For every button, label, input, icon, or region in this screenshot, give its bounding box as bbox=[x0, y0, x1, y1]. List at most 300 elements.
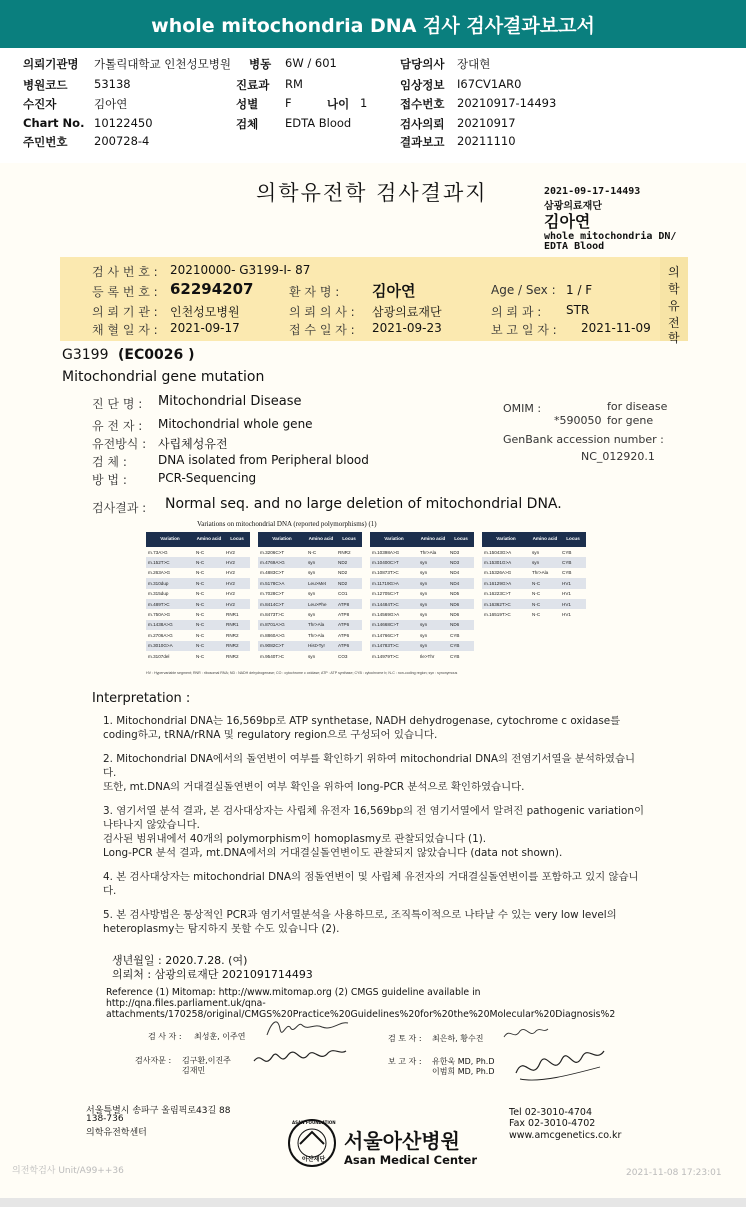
variant-spacer-cell bbox=[250, 578, 258, 588]
scanned-report bbox=[0, 163, 746, 1200]
variant-cell: m.263A>G bbox=[148, 570, 171, 576]
variant-cell: HV1 bbox=[560, 578, 586, 588]
doctor-label: 담당의사 bbox=[400, 57, 445, 71]
variant-cell: m.152T>C bbox=[146, 557, 194, 567]
table-row bbox=[146, 599, 586, 609]
chart-no-label: Chart No. bbox=[23, 116, 85, 130]
variant-table-title: Variations on mitochondrial DNA (reported polymorphisms) (1) bbox=[197, 520, 377, 528]
variant-cell: RNR1 bbox=[226, 612, 239, 618]
variant-cell: syn bbox=[530, 557, 560, 567]
variant-cell bbox=[482, 651, 530, 661]
variant-spacer-cell bbox=[250, 589, 258, 599]
genbank-label: GenBank accession number : bbox=[503, 433, 664, 446]
method-label: 방 법 : bbox=[92, 473, 127, 487]
req-dept-label: 의 뢰 과 : bbox=[491, 305, 542, 319]
reporter-label: 보 고 자 : bbox=[388, 1057, 422, 1066]
variant-cell: N-C bbox=[194, 578, 224, 588]
seal-text: ASAN FOUNDATION bbox=[292, 1120, 336, 1125]
variant-cell: RNR2 bbox=[226, 632, 239, 638]
interp-p4: 4. 본 검사대상자는 mitochondrial DNA의 점돌연변이 및 사립체 유전자의 거대결실돌연변이를 포함하고 있지 않습니다. bbox=[103, 871, 639, 897]
supervisor-signature bbox=[250, 1041, 350, 1073]
reporter-value-2: 이범희 MD, Ph.D bbox=[432, 1067, 495, 1076]
variant-cell bbox=[560, 651, 586, 661]
omim-disease: for disease bbox=[607, 400, 668, 413]
table-row bbox=[146, 651, 586, 661]
variant-cell: m.3206C>T bbox=[260, 549, 285, 555]
variant-cell: m.10400C>T bbox=[370, 557, 418, 567]
variant-cell: ND6 bbox=[448, 620, 474, 630]
ward-label: 병동 bbox=[249, 57, 272, 71]
test-no-label: 검 사 번 호 : bbox=[92, 265, 158, 279]
clinical-info-value: I67CV1AR0 bbox=[457, 77, 522, 91]
variant-cell: HV2 bbox=[226, 570, 235, 576]
interp-p2b: 또한, mt.DNA의 거대결실돌연변이 여부 확인을 위하여 long-PCR 분석으로 확인하였습니다. bbox=[103, 781, 525, 793]
omim-gene-no: *590050 bbox=[554, 414, 602, 427]
variant-cell: RNR2 bbox=[224, 641, 250, 651]
variant-spacer-cell bbox=[362, 641, 370, 651]
variant-cell: ND2 bbox=[338, 570, 348, 576]
interp-p3: 3. 염기서열 분석 결과, 본 검사대상자는 사립체 유전자 16,569bp의 전 염기서열에서 알려진 pathogenic variation이 나타나지 않았습니다. bbox=[103, 805, 645, 831]
omim-gene: for gene bbox=[607, 414, 654, 427]
variant-cell bbox=[482, 630, 530, 640]
request-date-value: 20210917 bbox=[457, 116, 516, 130]
variant-cell: N-C bbox=[194, 620, 224, 630]
variant-spacer-cell bbox=[362, 609, 370, 619]
interpretation-body bbox=[103, 714, 648, 936]
variant-cell: m.5178C>A bbox=[258, 578, 306, 588]
variant-cell: RNR1 bbox=[224, 620, 250, 630]
variant-cell: syn bbox=[420, 591, 428, 597]
requester: 의뢰처 : 삼광의료재단 2021091714493 bbox=[112, 968, 313, 981]
variant-cell: ND4 bbox=[450, 570, 460, 576]
variant-cell: syn bbox=[418, 599, 448, 609]
variant-cell: m.310dup bbox=[146, 578, 194, 588]
variant-cell: ND5 bbox=[450, 591, 460, 597]
variant-cell bbox=[530, 651, 560, 661]
variant-spacer-cell bbox=[474, 568, 482, 578]
variant-cell: CYB bbox=[560, 557, 586, 567]
variant-cell: syn bbox=[308, 612, 316, 618]
variant-cell: m.10398A>G bbox=[372, 549, 400, 555]
variant-col-header: Variation bbox=[258, 532, 306, 547]
variant-spacer-cell bbox=[250, 651, 258, 661]
variant-col-header: Amino acid bbox=[418, 532, 448, 547]
method-value: PCR-Sequencing bbox=[158, 471, 257, 485]
variant-cell: N-C bbox=[194, 641, 224, 651]
reporter-value: 유한욱 MD, Ph.D bbox=[432, 1057, 495, 1066]
variant-cell: Leu>Phe bbox=[306, 599, 336, 609]
tester-signature bbox=[262, 1013, 352, 1043]
variant-cell: ATP6 bbox=[338, 632, 350, 638]
hospital-name-kr: 서울아산병원 bbox=[344, 1129, 460, 1153]
variant-cell: m.15326A>G bbox=[484, 570, 512, 576]
age-sex-label: Age / Sex : bbox=[491, 283, 556, 297]
variant-spacer-cell bbox=[362, 547, 370, 557]
variant-col-header: Locus bbox=[224, 532, 250, 547]
variant-cell: CYB bbox=[450, 632, 460, 638]
hospital-code-value: 53138 bbox=[94, 77, 131, 91]
receive-date-label: 접 수 일 자 : bbox=[289, 323, 355, 337]
age-value: 1 bbox=[360, 96, 368, 110]
variant-cell: ATP8 bbox=[338, 612, 350, 618]
result-value: Normal seq. and no large deletion of mitochondrial DNA. bbox=[165, 496, 562, 512]
reg-no-value: 62294207 bbox=[170, 280, 254, 298]
variant-cell: syn bbox=[418, 578, 448, 588]
variant-cell: CYB bbox=[562, 549, 572, 555]
variant-cell: syn bbox=[418, 641, 448, 651]
variant-cell: N-C bbox=[532, 612, 541, 618]
variant-cell: ND6 bbox=[450, 612, 460, 618]
variant-cell: N-C bbox=[196, 653, 205, 659]
report-date-label: 결과보고 bbox=[400, 135, 445, 149]
interpretation-heading: Interpretation : bbox=[92, 691, 191, 706]
recipient-label: 수진자 bbox=[23, 97, 57, 111]
footer-fax: Fax 02-3010-4702 bbox=[509, 1118, 596, 1129]
department-label: 진료과 bbox=[236, 78, 270, 92]
corner-org: 삼광의료재단 bbox=[544, 201, 602, 212]
variant-cell: RNR2 bbox=[226, 653, 239, 659]
corner-specimen: EDTA Blood bbox=[544, 241, 605, 252]
reporter-signature bbox=[510, 1033, 610, 1089]
variant-cell: N-C bbox=[308, 549, 317, 555]
side-label-3: 유 bbox=[668, 299, 680, 313]
side-label-4: 전 bbox=[668, 316, 680, 330]
tester-label: 검 사 자 : bbox=[148, 1032, 182, 1041]
variant-cell: m.16519T>C bbox=[484, 612, 511, 618]
side-label-1: 의 bbox=[668, 265, 680, 279]
receipt-no-value: 20210917-14493 bbox=[457, 96, 557, 110]
variant-cell: ATP6 bbox=[336, 620, 362, 630]
variant-cell: N-C bbox=[196, 632, 205, 638]
variant-cell: m.489T>C bbox=[146, 599, 194, 609]
corner-test: whole mitochondria DN/ bbox=[544, 231, 677, 242]
variant-spacer-cell bbox=[474, 557, 482, 567]
variant-cell: Thr>Ala bbox=[532, 570, 549, 576]
variant-cell: ND2 bbox=[336, 557, 362, 567]
variant-cell: m.750A>G bbox=[148, 612, 171, 618]
side-label-5: 학 bbox=[668, 331, 680, 345]
variant-cell: m.2706A>G bbox=[148, 632, 173, 638]
diagnosis-value: Mitochondrial Disease bbox=[158, 394, 302, 409]
variant-cell: m.14569G>A bbox=[372, 612, 400, 618]
report-date-value: 20211110 bbox=[457, 134, 516, 148]
variant-cell: m.16223C>T bbox=[484, 591, 511, 597]
age-label: 나이 bbox=[327, 97, 350, 111]
specimen-label-2: 검 체 : bbox=[92, 455, 127, 469]
table-row bbox=[146, 589, 586, 599]
variant-cell: HV2 bbox=[226, 591, 235, 597]
reviewer-label: 검 토 자 : bbox=[388, 1034, 422, 1043]
genbank-value: NC_012920.1 bbox=[581, 450, 655, 463]
variant-cell: m.8701A>G bbox=[258, 620, 306, 630]
variant-cell: m.16362T>C bbox=[482, 599, 530, 609]
variant-spacer-cell bbox=[250, 557, 258, 567]
variant-spacer-cell bbox=[474, 641, 482, 651]
variant-cell: syn bbox=[420, 570, 428, 576]
resident-no-label: 주민번호 bbox=[23, 135, 68, 149]
report-title: whole mitochondria DNA 검사 검사결과보고서 bbox=[151, 14, 595, 37]
variant-cell: HV1 bbox=[562, 591, 571, 597]
variant-spacer-cell bbox=[474, 599, 482, 609]
footer-tel: Tel 02-3010-4704 bbox=[509, 1107, 592, 1118]
variant-spacer-cell bbox=[362, 578, 370, 588]
inheritance-label: 유전방식 : bbox=[92, 437, 147, 451]
variant-cell: m.14484T>C bbox=[370, 599, 418, 609]
variant-table bbox=[146, 532, 586, 661]
variant-cell: N-C bbox=[196, 570, 205, 576]
variant-cell bbox=[530, 641, 560, 651]
variant-cell bbox=[560, 641, 586, 651]
variant-cell: m.15301G>A bbox=[482, 557, 530, 567]
variant-cell bbox=[530, 630, 560, 640]
variant-col-header: Locus bbox=[448, 532, 474, 547]
req-doctor-value: 삼광의료재단 bbox=[372, 305, 442, 319]
variant-cell: ND2 bbox=[336, 578, 362, 588]
inheritance-value: 사립체성유전 bbox=[158, 437, 228, 451]
variant-cell: m.9540T>C bbox=[260, 653, 285, 659]
variant-spacer-cell bbox=[250, 641, 258, 651]
tester-value: 최성훈, 이주연 bbox=[194, 1032, 246, 1041]
variant-col-header: Locus bbox=[336, 532, 362, 547]
variant-cell: HV1 bbox=[560, 599, 586, 609]
variant-spacer-cell bbox=[474, 651, 482, 661]
variant-cell: N-C bbox=[530, 578, 560, 588]
variant-cell: CO1 bbox=[338, 591, 348, 597]
variant-col-spacer bbox=[362, 532, 370, 547]
variant-col-header: Locus bbox=[560, 532, 586, 547]
req-org-label: 의 뢰 기 관 : bbox=[92, 305, 158, 319]
ward-value: 6W / 601 bbox=[285, 56, 337, 70]
variant-spacer-cell bbox=[362, 620, 370, 630]
variant-cell: syn bbox=[308, 591, 316, 597]
scan-bottom-edge bbox=[0, 1198, 746, 1207]
supervisor-value-2: 김재민 bbox=[182, 1066, 206, 1075]
test-code: G3199 bbox=[62, 347, 109, 363]
variant-cell bbox=[482, 641, 530, 651]
variant-cell: m.3010G>A bbox=[146, 641, 194, 651]
variant-cell: ND4 bbox=[448, 578, 474, 588]
test-no-value: 20210000- G3199-I- 87 bbox=[170, 263, 311, 277]
variant-table-grid bbox=[146, 532, 586, 661]
sex-value: F bbox=[285, 96, 292, 110]
variant-col-header: Amino acid bbox=[194, 532, 224, 547]
variant-col-spacer bbox=[250, 532, 258, 547]
variant-cell: HV2 bbox=[224, 557, 250, 567]
gene-value: Mitochondrial whole gene bbox=[158, 417, 313, 431]
variant-cell: m.14979T>C bbox=[372, 653, 399, 659]
reference-line-1: Reference (1) Mitomap: http://www.mitomap.org (2) CMGS guideline available in bbox=[106, 987, 481, 998]
interp-p3b: 검사된 범위내에서 40개의 polymorphism이 homoplasmy로 관찰되었습니다 (1). bbox=[103, 833, 487, 845]
request-date-label: 검사의뢰 bbox=[400, 117, 445, 131]
report-header-bar bbox=[0, 0, 746, 48]
chart-no-value: 10122450 bbox=[94, 116, 153, 130]
variant-cell: Leu>Met bbox=[306, 578, 336, 588]
report-date-label-2: 보 고 일 자 : bbox=[491, 323, 557, 337]
omim-label: OMIM : bbox=[503, 402, 542, 415]
reviewer-value: 최은하, 황수진 bbox=[432, 1034, 484, 1043]
table-row bbox=[146, 620, 586, 630]
variant-cell: ATP6 bbox=[336, 641, 362, 651]
variant-cell: syn bbox=[308, 653, 316, 659]
req-doctor-label: 의 뢰 의 사 : bbox=[289, 305, 355, 319]
variant-cell: Thr>Ala bbox=[420, 549, 437, 555]
variant-spacer-cell bbox=[250, 599, 258, 609]
variant-cell: syn bbox=[418, 620, 448, 630]
variant-spacer-cell bbox=[250, 609, 258, 619]
variant-cell bbox=[560, 620, 586, 630]
variant-cell: ATP8 bbox=[336, 599, 362, 609]
specimen-value-2: DNA isolated from Peripheral blood bbox=[158, 453, 369, 467]
variant-cell: m.4769A>G bbox=[258, 557, 306, 567]
reference-line-3: attachments/170258/original/CMGS%20Practice%20Guidelines%20for%20the%20Molecular%20Diagnosis%2 bbox=[106, 1009, 616, 1020]
variant-spacer-cell bbox=[362, 589, 370, 599]
receive-date-value: 2021-09-23 bbox=[372, 321, 442, 335]
variant-cell: CYB bbox=[450, 653, 460, 659]
variant-spacer-cell bbox=[474, 630, 482, 640]
table-row bbox=[146, 641, 586, 651]
variant-cell: syn bbox=[308, 570, 316, 576]
address-line-2: 138-736 bbox=[86, 1114, 124, 1124]
variant-col-header: Amino acid bbox=[530, 532, 560, 547]
supervisor-value: 김구환,이진주 bbox=[182, 1056, 231, 1065]
variant-cell: m.8473T>C bbox=[260, 612, 285, 618]
specimen-label: 검체 bbox=[236, 117, 259, 131]
variant-spacer-cell bbox=[250, 630, 258, 640]
seal-center: 아산재단 bbox=[302, 1156, 326, 1163]
variant-cell: m.9082C>T bbox=[258, 641, 306, 651]
variant-cell: m.7028C>T bbox=[260, 591, 285, 597]
variant-cell: HV2 bbox=[224, 599, 250, 609]
variant-cell: N-C bbox=[530, 599, 560, 609]
variant-cell: m.73A>G bbox=[148, 549, 168, 555]
hospital-code-label: 병원코드 bbox=[23, 78, 68, 92]
variant-col-header: Variation bbox=[370, 532, 418, 547]
variant-cell: Thr>Ala bbox=[308, 632, 325, 638]
variant-spacer-cell bbox=[474, 620, 482, 630]
requesting-org-label: 의뢰기관명 bbox=[23, 57, 79, 71]
variant-spacer-cell bbox=[250, 547, 258, 557]
collect-date-label: 채 혈 일 자 : bbox=[92, 323, 158, 337]
variant-cell: CYB bbox=[448, 641, 474, 651]
table-row bbox=[146, 609, 586, 619]
variant-cell: m.3107del bbox=[148, 653, 170, 659]
gene-label: 유 전 자 : bbox=[92, 419, 143, 433]
patient-name-label: 환 자 명 : bbox=[289, 285, 340, 299]
report-date-value-2: 2021-11-09 bbox=[581, 321, 651, 335]
interp-p5: 5. 본 검사방법은 통상적인 PCR과 염기서열분석을 사용하므로, 조직특이적으로 나타날 수 있는 very low level의 heteroplasmy는 탐지하지 못할 수도 있습니다 (2). bbox=[103, 909, 617, 935]
variant-cell bbox=[560, 630, 586, 640]
address-line-3: 의학유전학센터 bbox=[86, 1128, 147, 1138]
result-label: 검사결과 : bbox=[92, 501, 147, 515]
age-sex-value: 1 / F bbox=[566, 283, 593, 297]
variant-cell: syn bbox=[418, 557, 448, 567]
interp-p3c: Long-PCR 분석 결과, mt.DNA에서의 거대결실돌연변이도 관찰되지 않았습니다 (data not shown). bbox=[103, 847, 563, 859]
variant-spacer-cell bbox=[474, 609, 482, 619]
variant-cell: m.12705C>T bbox=[372, 591, 399, 597]
supervisor-label: 검사자문 : bbox=[135, 1056, 172, 1065]
variant-cell: ND6 bbox=[448, 599, 474, 609]
variant-cell: syn bbox=[532, 549, 540, 555]
variant-cell: m.11719G>A bbox=[370, 578, 418, 588]
variant-cell: m.15043G>A bbox=[484, 549, 512, 555]
variant-spacer-cell bbox=[250, 568, 258, 578]
variant-cell: m.14783T>C bbox=[370, 641, 418, 651]
variant-cell: CO3 bbox=[338, 653, 348, 659]
variant-cell: Hist>Tyr bbox=[306, 641, 336, 651]
requesting-org-value: 가톨릭대학교 인천성모병원 bbox=[94, 57, 231, 71]
variant-cell: N-C bbox=[532, 591, 541, 597]
variant-col-spacer bbox=[474, 532, 482, 547]
variant-cell: N-C bbox=[194, 557, 224, 567]
dob: 생년월일 : 2020.7.28. (여) bbox=[112, 954, 248, 967]
variant-spacer-cell bbox=[362, 630, 370, 640]
corner-id: 2021-09-17-14493 bbox=[544, 186, 641, 197]
variant-cell: m.315dup bbox=[148, 591, 169, 597]
variant-cell: syn bbox=[420, 632, 428, 638]
interp-p1: 1. Mitochondrial DNA는 16,569bp로 ATP synthetase, NADH dehydrogenase, cytochrome c oxidase를 coding하고, tRNA/rRNA 및 regulatory region으로 구성되어 있습니다. bbox=[103, 715, 621, 741]
collect-date-value: 2021-09-17 bbox=[170, 321, 240, 335]
variant-cell: HV2 bbox=[224, 578, 250, 588]
variant-cell: N-C bbox=[196, 591, 205, 597]
variant-cell: ND3 bbox=[450, 549, 460, 555]
variant-cell: Ile>Thr bbox=[420, 653, 435, 659]
report-main-title: 의학유전학 검사결과지 bbox=[256, 181, 488, 205]
variant-cell: ND3 bbox=[448, 557, 474, 567]
recipient-value: 김아연 bbox=[94, 97, 128, 111]
variant-cell bbox=[482, 620, 530, 630]
variant-cell: m.4883C>T bbox=[260, 570, 285, 576]
variant-cell: m.14668C>T bbox=[370, 620, 418, 630]
variant-spacer-cell bbox=[474, 547, 482, 557]
receipt-no-label: 접수번호 bbox=[400, 97, 445, 111]
corner-name: 김아연 bbox=[544, 212, 591, 231]
variant-cell: m.14766C>T bbox=[372, 632, 399, 638]
address-line-1: 서울특별시 송파구 올림픽로43길 88 bbox=[86, 1106, 231, 1116]
diagnosis-label: 진 단 명 : bbox=[92, 397, 143, 411]
table-row bbox=[146, 578, 586, 588]
variant-cell: CYB bbox=[562, 570, 572, 576]
variant-spacer-cell bbox=[474, 589, 482, 599]
variant-cell: RNR2 bbox=[338, 549, 351, 555]
variant-cell: N-C bbox=[194, 599, 224, 609]
variant-spacer-cell bbox=[250, 620, 258, 630]
variant-cell: syn bbox=[306, 557, 336, 567]
variant-col-header: Variation bbox=[146, 532, 194, 547]
variant-table-footnote: HV : Hypervariable segment; RNR : ribosomal RNA; ND : NADH dehydrogenase; CO : cytochrome c oxidase; ATP : ATP synthase; CYB : cytochrome b; N-C : non-coding region; syn : synonymous bbox=[146, 671, 458, 675]
footer-web: www.amcgenetics.co.kr bbox=[509, 1130, 622, 1141]
variant-spacer-cell bbox=[362, 568, 370, 578]
variant-cell: N-C bbox=[196, 549, 205, 555]
reg-no-label: 등 록 번 호 : bbox=[92, 285, 158, 299]
hospital-name-en: Asan Medical Center bbox=[344, 1153, 478, 1167]
table-row bbox=[146, 630, 586, 640]
reference-line-2: http://qna.files.parliament.uk/qna- bbox=[106, 998, 266, 1009]
interp-p2: 2. Mitochondrial DNA에서의 돌연변이 여부를 확인하기 위하여 mitochondrial DNA의 전염기서열을 분석하였습니다. bbox=[103, 753, 636, 779]
variant-cell: m.10873T>C bbox=[372, 570, 399, 576]
patient-name-value: 김아연 bbox=[372, 282, 416, 300]
clinical-info-label: 임상정보 bbox=[400, 78, 445, 92]
variant-cell: m.8860A>G bbox=[260, 632, 285, 638]
side-label-2: 학 bbox=[668, 282, 680, 296]
variant-spacer-cell bbox=[362, 557, 370, 567]
table-row bbox=[146, 568, 586, 578]
variant-col-header: Variation bbox=[482, 532, 530, 547]
req-org-value: 인천성모병원 bbox=[170, 305, 240, 319]
department-value: RM bbox=[285, 77, 303, 91]
variant-cell: Thr>Ala bbox=[306, 620, 336, 630]
test-code-paren: (EC0026 ) bbox=[118, 347, 195, 363]
variant-col-header: Amino acid bbox=[306, 532, 336, 547]
